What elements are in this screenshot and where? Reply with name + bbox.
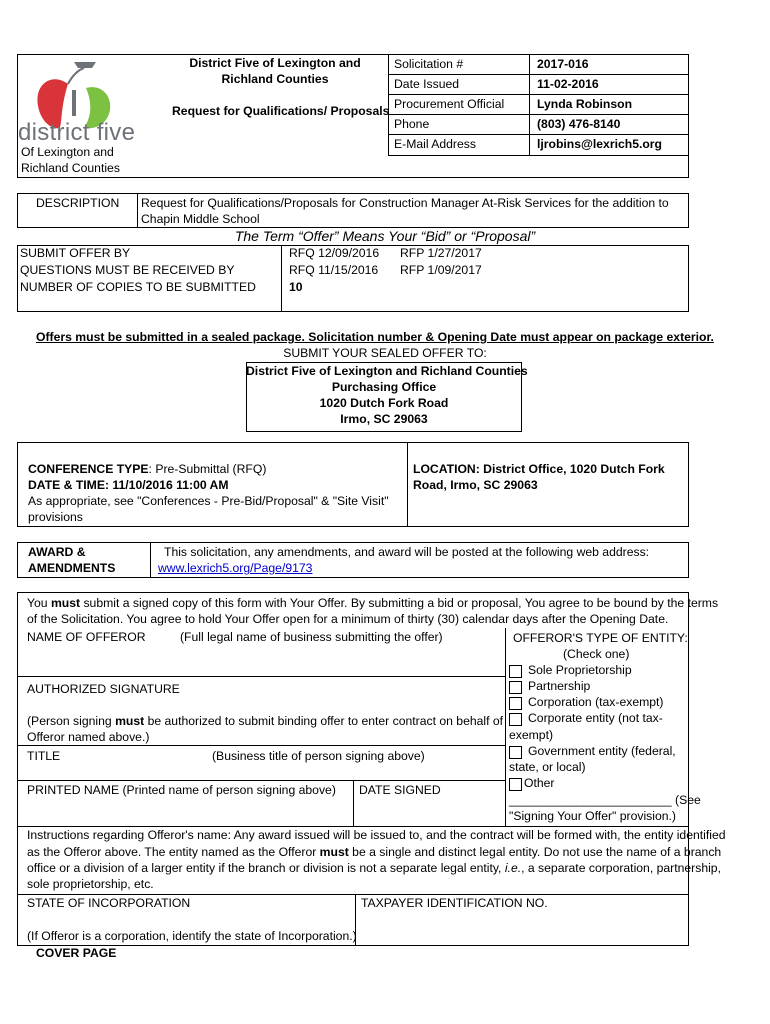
sealed-package-note: Offers must be submitted in a sealed package. Solicitation number & Opening Date must appear on package exterior.: [36, 330, 714, 344]
entity-corporate-entity: Corporate entity (not tax-: [528, 711, 663, 725]
name-of-offeror-label: NAME OF OFFEROR: [27, 630, 146, 644]
date-signed-label: DATE SIGNED: [359, 783, 441, 797]
name-of-offeror-field[interactable]: [19, 646, 503, 674]
description-label: DESCRIPTION: [36, 196, 120, 210]
address-line-3: 1020 Dutch Fork Road: [319, 396, 449, 410]
conference-type-value: : Pre-Submittal (RFQ): [148, 462, 267, 476]
info-label-solicitation: Solicitation #: [394, 57, 464, 71]
sig-hint-must: must: [115, 714, 145, 728]
org-subtitle-2: Richland Counties: [21, 161, 120, 175]
info-value-date: 11-02-2016: [537, 77, 599, 91]
sig-hint-b: be authorized to submit binding offer to enter contract on behalf of: [144, 714, 504, 728]
checkbox-sole-proprietorship[interactable]: [509, 665, 522, 678]
info-value-official: Lynda Robinson: [537, 97, 633, 111]
cover-page-footer: COVER PAGE: [36, 946, 117, 960]
instr-3b: , a separate corporation, partnership,: [521, 861, 721, 875]
instr-2b: be a single and distinct legal entity. Do not use the name of a branch: [348, 845, 722, 859]
sig-hint-a: (Person signing: [27, 714, 116, 728]
conference-datetime: [28, 478, 229, 493]
info-label-date: Date Issued: [394, 77, 460, 91]
entity-corporation-tax-exempt: Corporation (tax-exempt): [528, 695, 664, 709]
checkbox-corporate-entity[interactable]: [509, 713, 522, 726]
submit-to-label: SUBMIT YOUR SEALED OFFER TO:: [283, 346, 487, 360]
printed-name-label: PRINTED NAME (Printed name of person signing above): [27, 783, 336, 797]
checkbox-other[interactable]: [509, 778, 522, 791]
info-label-phone: Phone: [394, 117, 430, 131]
location-value-2: Road, Irmo, SC 29063: [413, 478, 538, 492]
entity-government: Government entity (federal,: [528, 744, 676, 758]
entity-type-title: OFFEROR'S TYPE OF ENTITY:: [513, 631, 688, 645]
submit-rfq-date: RFQ 12/09/2016: [289, 246, 380, 260]
info-label-official: Procurement Official: [394, 97, 505, 111]
conference-type-label: CONFERENCE TYPE: [28, 462, 149, 476]
entity-partnership: Partnership: [528, 679, 591, 693]
info-value-solicitation: 2017-016: [537, 57, 589, 71]
entity-government-cont: state, or local): [509, 760, 586, 774]
instr-3-ie: i.e.: [504, 861, 522, 875]
entity-other-specify[interactable]: ________________________ (See: [509, 793, 701, 807]
instructions-line-2: [27, 845, 721, 860]
conference-location: [413, 462, 665, 477]
submit-offer-label: SUBMIT OFFER BY: [20, 246, 131, 260]
conference-datetime-label: DATE & TIME: [28, 478, 105, 492]
questions-label: QUESTIONS MUST BE RECEIVED BY: [20, 263, 235, 277]
instr-3a: office or a division of a larger entity if the branch or division is not a separate legal entity,: [27, 861, 505, 875]
district-title-2: Richland Counties: [221, 72, 329, 86]
taxpayer-id-label: TAXPAYER IDENTIFICATION NO.: [361, 896, 548, 910]
title-label: TITLE: [27, 749, 61, 763]
address-line-1: District Five of Lexington and Richland Counties: [246, 364, 528, 378]
doc-type: Request for Qualifications/ Proposals: [172, 104, 390, 118]
name-of-offeror-hint: (Full legal name of business submitting the offer): [180, 630, 443, 644]
award-label-2: AMENDMENTS: [28, 561, 116, 575]
info-label-email: E-Mail Address: [394, 137, 476, 151]
offer-intro-1: [27, 596, 718, 611]
award-text: This solicitation, any amendments, and award will be posted at the following web address:: [164, 545, 650, 559]
questions-rfq-date: RFQ 11/15/2016: [289, 263, 379, 277]
checkbox-government-entity[interactable]: [509, 746, 522, 759]
title-hint: (Business title of person signing above): [212, 749, 425, 763]
instructions-line-1: Instructions regarding Offeror's name: Any award issued will be issued to, and the contract will be formed with, the entity identified: [27, 828, 726, 842]
award-label-1: AWARD &: [28, 545, 86, 559]
authorized-signature-label: AUTHORIZED SIGNATURE: [27, 682, 180, 696]
checkbox-corporation-tax-exempt[interactable]: [509, 697, 522, 710]
address-line-2: Purchasing Office: [331, 380, 437, 394]
signature-hint-1: [27, 714, 503, 729]
instructions-line-4: sole proprietorship, etc.: [27, 877, 154, 891]
printed-name-field[interactable]: [19, 799, 351, 824]
offer-intro-2: of the Solicitation. You agree to hold Your Offer open for a minimum of thirty (30) calendar days after the Opening Date.: [27, 612, 669, 626]
submit-rfp-date: RFP 1/27/2017: [400, 246, 482, 260]
intro-must: must: [50, 596, 81, 610]
taxpayer-id-field[interactable]: [358, 912, 687, 944]
conference-note-1: As appropriate, see "Conferences - Pre-Bid/Proposal" & "Site Visit": [28, 494, 389, 508]
date-signed-field[interactable]: [356, 799, 503, 824]
copies-value: 10: [289, 280, 303, 294]
info-value-email: ljrobins@lexrich5.org: [537, 137, 662, 151]
questions-rfp-date: RFP 1/09/2017: [400, 263, 482, 277]
conference-type: [28, 462, 266, 477]
org-subtitle-1: Of Lexington and: [21, 145, 114, 159]
entity-sole-proprietorship: Sole Proprietorship: [528, 663, 632, 677]
location-label: LOCATION: [413, 462, 476, 476]
state-of-incorporation-hint: (If Offeror is a corporation, identify the state of Incorporation.): [27, 929, 357, 943]
entity-provision-note: "Signing Your Offer" provision.): [509, 809, 676, 823]
location-value-1: : District Office, 1020 Dutch Fork: [475, 462, 665, 476]
state-of-incorporation-label: STATE OF INCORPORATION: [27, 896, 191, 910]
address-line-4: Irmo, SC 29063: [340, 412, 428, 426]
entity-corporate-entity-cont: exempt): [509, 728, 554, 742]
entity-other: Other: [524, 776, 555, 790]
district-title-1: District Five of Lexington and: [189, 56, 361, 70]
term-note: The Term “Offer” Means Your “Bid” or “Proposal”: [234, 228, 536, 244]
instr-2-must: must: [319, 845, 349, 859]
conference-datetime-value: : 11/10/2016 11:00 AM: [104, 478, 229, 492]
award-link[interactable]: www.lexrich5.org/Page/9173: [158, 561, 313, 575]
instr-2a: as the Offeror above. The entity named as the Offeror: [27, 845, 320, 859]
signature-hint-2: Offeror named above.): [27, 730, 150, 744]
info-value-phone: (803) 476-8140: [537, 117, 621, 131]
logo-text: district five: [18, 119, 136, 146]
entity-check-one: (Check one): [563, 647, 630, 661]
description-text: Request for Qualifications/Proposals for Construction Manager At-Risk Services for the addition to Chapin Middle School: [141, 196, 669, 226]
checkbox-partnership[interactable]: [509, 681, 522, 694]
instructions-line-3: [27, 861, 721, 876]
copies-label: NUMBER OF COPIES TO BE SUBMITTED: [20, 280, 256, 294]
state-of-incorporation-field[interactable]: [19, 912, 353, 928]
intro-text-b: submit a signed copy of this form with Your Offer. By submitting a bid or proposal, You agree to be bound by the terms: [80, 596, 719, 610]
authorized-signature-field[interactable]: [19, 698, 503, 712]
intro-text-a: You: [27, 596, 51, 610]
title-field[interactable]: [19, 764, 503, 778]
conference-note-2: provisions: [28, 510, 83, 524]
